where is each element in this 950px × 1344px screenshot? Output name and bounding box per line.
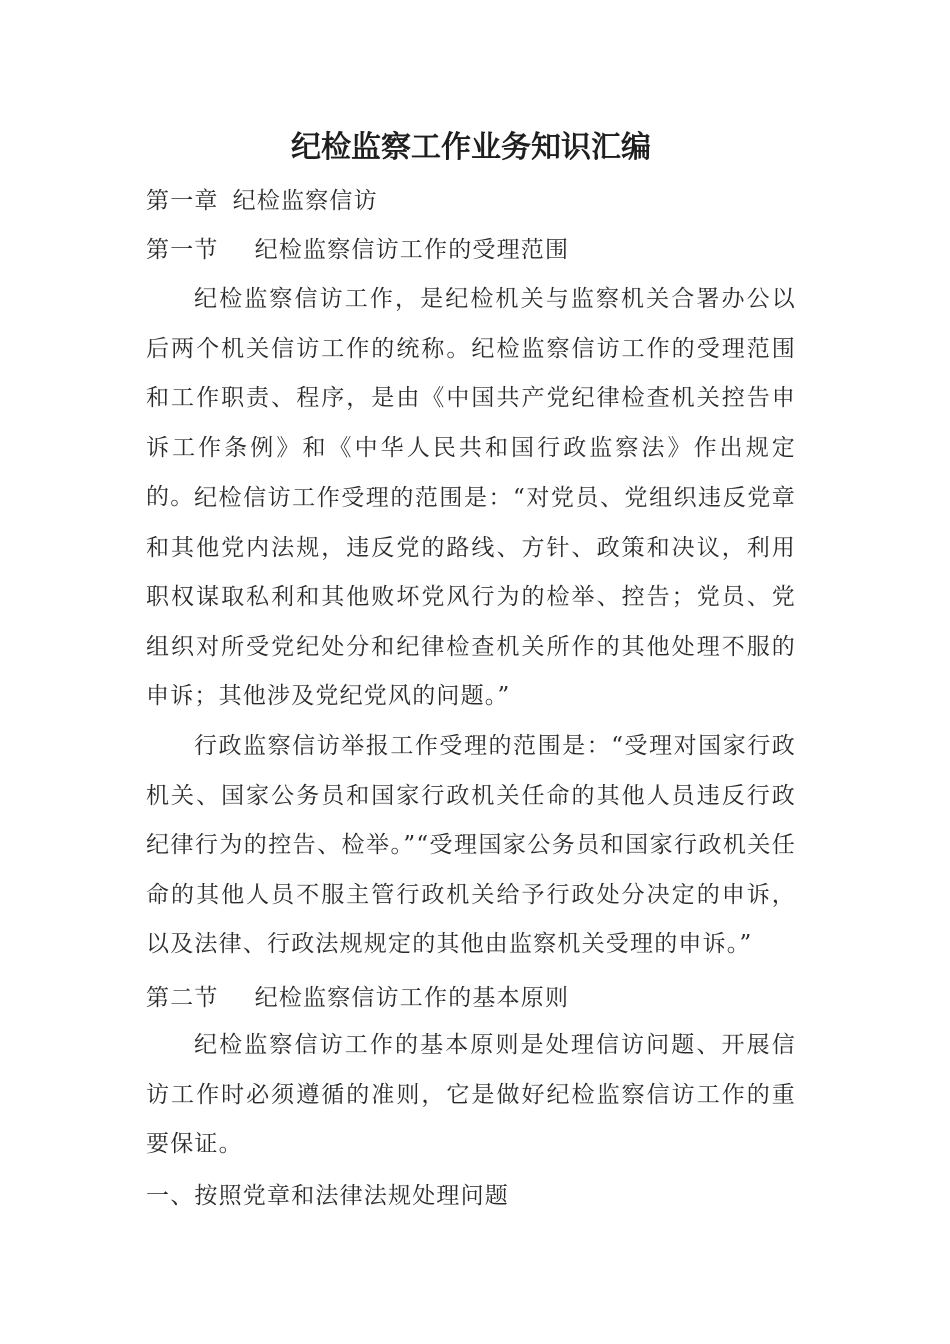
document-title: 纪检监察工作业务知识汇编 — [291, 130, 651, 165]
paragraph: 纪检信访工作受理的范围是：“对党员、党组织违反党章和其他党内法规，违反党的路线、方针、政策和决议，利用职权谋取私利和其他败坏党风行为的检举、控告；党员、党组织对所受党纪处分和纪律检查机关所作的其他处理不服的申诉；其他涉及党纪党风的问题。” — [146, 485, 796, 709]
section-number: 第一节 — [146, 237, 219, 263]
section-number: 第二节 — [146, 985, 219, 1011]
paragraph: 纪检监察信访工作的基本原则是处理信访问题、开展信访工作时必须遵循的准则，它是做好纪检监察信访工作的重要保证。 — [146, 1032, 796, 1157]
chapter-title: 纪检监察信访 — [232, 188, 378, 214]
section-title: 纪检监察信访工作的受理范围 — [254, 237, 570, 263]
paragraph: 行政监察信访举报工作受理的范围是：“受理对国家行政机关、国家公务员和国家行政机关任命的其他人员违反行政纪律行为的控告、检举。”“受理国家公务员和国家行政机关任命的其他人员不服主管行政机关给予行政处分决定的申诉，以及法律、行政法规规定的其他由监察机关受理的申诉。” — [146, 733, 796, 957]
section-heading — [146, 235, 569, 265]
paragraph: 纪检监察信访工作，是纪检机关与监察机关合署办公以后两个机关信访工作的统称。纪检监察信访工作的受理范围和工作职责、程序，是由《中国共产党纪律检查机关控告申诉工作条例》和《中华人民共和国行政监察法》作出规定的。 — [146, 286, 796, 510]
chapter-heading — [146, 186, 378, 216]
section-heading — [146, 983, 569, 1013]
list-item-heading: 一、按照党章和法律法规处理问题 — [146, 1183, 509, 1209]
section-title: 纪检监察信访工作的基本原则 — [254, 985, 570, 1011]
chapter-number: 第一章 — [146, 188, 219, 214]
